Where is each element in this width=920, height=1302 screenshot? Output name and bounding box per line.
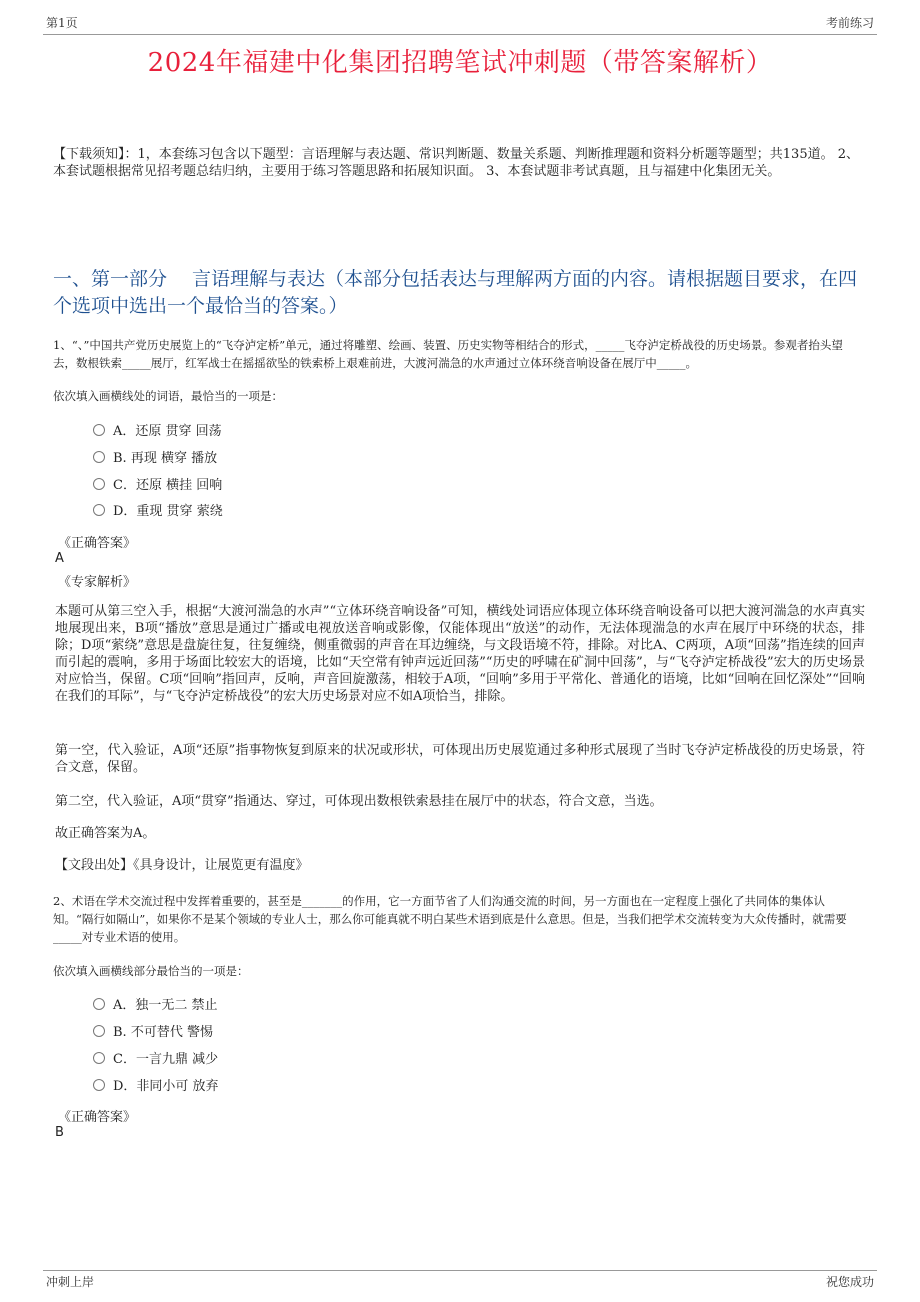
radio-icon[interactable] [93, 424, 105, 436]
radio-icon[interactable] [93, 451, 105, 463]
radio-icon[interactable] [93, 998, 105, 1010]
radio-icon[interactable] [93, 1079, 105, 1091]
document-title: 2024年福建中化集团招聘笔试冲刺题（带答案解析） [147, 48, 773, 78]
section-heading: 一、第一部分 言语理解与表达（本部分包括表达与理解两方面的内容。请根据题目要求，在四个选项中选出一个最恰当的答案。） [53, 268, 858, 317]
question-2-answer: B [55, 1125, 64, 1140]
footer-right-text: 祝您成功 [825, 1275, 874, 1289]
question-2-stem: 2、术语在学术交流过程中发挥着重要的，甚至是_______的作用，它一方面节省了人们沟通交流的时间，另一方面也在一定程度上强化了共同体的集体认知。“隔行如隔山”，如果你不是某个领域的专业人士，那么你可能真就不明白某些术语到底是什么意思。但是，当我们把学术交流转变为大众传播时，就需要_____对专业术语的使用。 [53, 894, 847, 944]
question-1-option-c[interactable] [93, 477, 222, 495]
header-tag: 考前练习 [825, 16, 874, 30]
option-label: B. 不可替代 警惕 [113, 1025, 213, 1040]
question-2-answer-label: 《正确答案》 [58, 1110, 137, 1125]
question-1-answer: A [55, 551, 64, 566]
radio-icon[interactable] [93, 504, 105, 516]
page-header [43, 12, 877, 35]
option-label: A．还原 贯穿 回荡 [113, 424, 222, 439]
question-2-option-c[interactable] [93, 1051, 218, 1069]
option-label: C．一言九鼎 减少 [113, 1052, 219, 1067]
option-label: C．还原 横挂 回响 [113, 478, 223, 493]
question-1-answer-label: 《正确答案》 [58, 536, 137, 551]
question-2-prompt: 依次填入画横线部分最恰当的一项是： [53, 964, 249, 978]
question-1-analysis-paragraph: 第一空，代入验证，A项“还原”指事物恢复到原来的状况或形状，可体现出历史展览通过多种形式展现了当时飞夺泸定桥战役的历史场景，符合文意，保留。 [55, 743, 865, 775]
download-notice: 【下载须知】：1，本套练习包含以下题型：言语理解与表达题、常识判断题、数量关系题、判断推理题和资料分析题等题型；共135道。 2、本套试题根据常见招考题总结归纳，主要用于练习答题思路和拓展知识面。 3、本套试题非考试真题，且与福建中化集团无关。 [53, 147, 859, 179]
option-label: D．非同小可 放弃 [113, 1079, 219, 1094]
question-1-option-a[interactable] [93, 423, 222, 441]
question-2-option-d[interactable] [93, 1078, 219, 1096]
option-label: A．独一无二 禁止 [113, 998, 218, 1013]
option-label: D．重现 贯穿 萦绕 [113, 504, 223, 519]
footer-left-text: 冲刺上岸 [46, 1275, 95, 1289]
question-2-option-b[interactable] [93, 1024, 213, 1042]
question-1-analysis-label: 《专家解析》 [58, 575, 137, 590]
question-1-analysis-paragraph: 第二空，代入验证，A项“贯穿”指通达、穿过，可体现出数根铁索悬挂在展厅中的状态，符合文意，当选。 [55, 794, 663, 809]
radio-icon[interactable] [93, 1025, 105, 1037]
question-1-source: 【文段出处】《具身设计，让展览更有温度》 [55, 858, 309, 873]
question-2-option-a[interactable] [93, 997, 218, 1015]
page-number: 第1页 [46, 16, 78, 30]
question-1-option-d[interactable] [93, 503, 223, 521]
page-footer [43, 1270, 877, 1291]
question-1-option-b[interactable] [93, 450, 217, 468]
option-label: B. 再现 横穿 播放 [113, 451, 218, 466]
question-1-prompt: 依次填入画横线处的词语，最恰当的一项是： [53, 389, 283, 403]
radio-icon[interactable] [93, 1052, 105, 1064]
radio-icon[interactable] [93, 478, 105, 490]
question-1-analysis-paragraph: 本题可从第三空入手，根据“大渡河湍急的水声”“立体环绕音响设备”可知，横线处词语应体现立体环绕音响设备可以把大渡河湍急的水声真实地展现出来，B项“播放”意思是通过广播或电视放送音响或影像，仅能体现出“放送”的动作，无法体现湍急的水声在展厅中环绕的状态，排除；D项“萦绕”意思是盘旋往复，往复缠绕，侧重微弱的声音在耳边缠绕，与文段语境不符，排除。对比A、C两项，A项“回荡”指连续的回声而引起的震响，多用于场面比较宏大的语境，比如“天空常有钟声远近回荡”“历史的呼啸在矿洞中回荡”，与“飞夺泸定桥战役”宏大的历史场景对应恰当，保留。C项“回响”指回声，反响，声音回旋激荡，相较于A项，“回响”多用于平常化、普通化的语境，比如“回响在回忆深处”“回响在我们的耳际”，与“飞夺泸定桥战役”的宏大历史场景对应不如A项恰当，排除。 [55, 604, 865, 704]
question-1-analysis-paragraph: 故正确答案为A。 [55, 826, 156, 841]
question-1-stem: 1、“、”中国共产党历史展览上的“飞夺泸定桥”单元，通过将雕塑、绘画、装置、历史实物等相结合的形式，_____飞夺泸定桥战役的历史场景。参观者抬头望去，数根铁索_____展厅，红军战士在摇摇欲坠的铁索桥上艰难前进，大渡河湍急的水声通过立体环绕音响设备在展厅中_____。 [53, 338, 843, 370]
